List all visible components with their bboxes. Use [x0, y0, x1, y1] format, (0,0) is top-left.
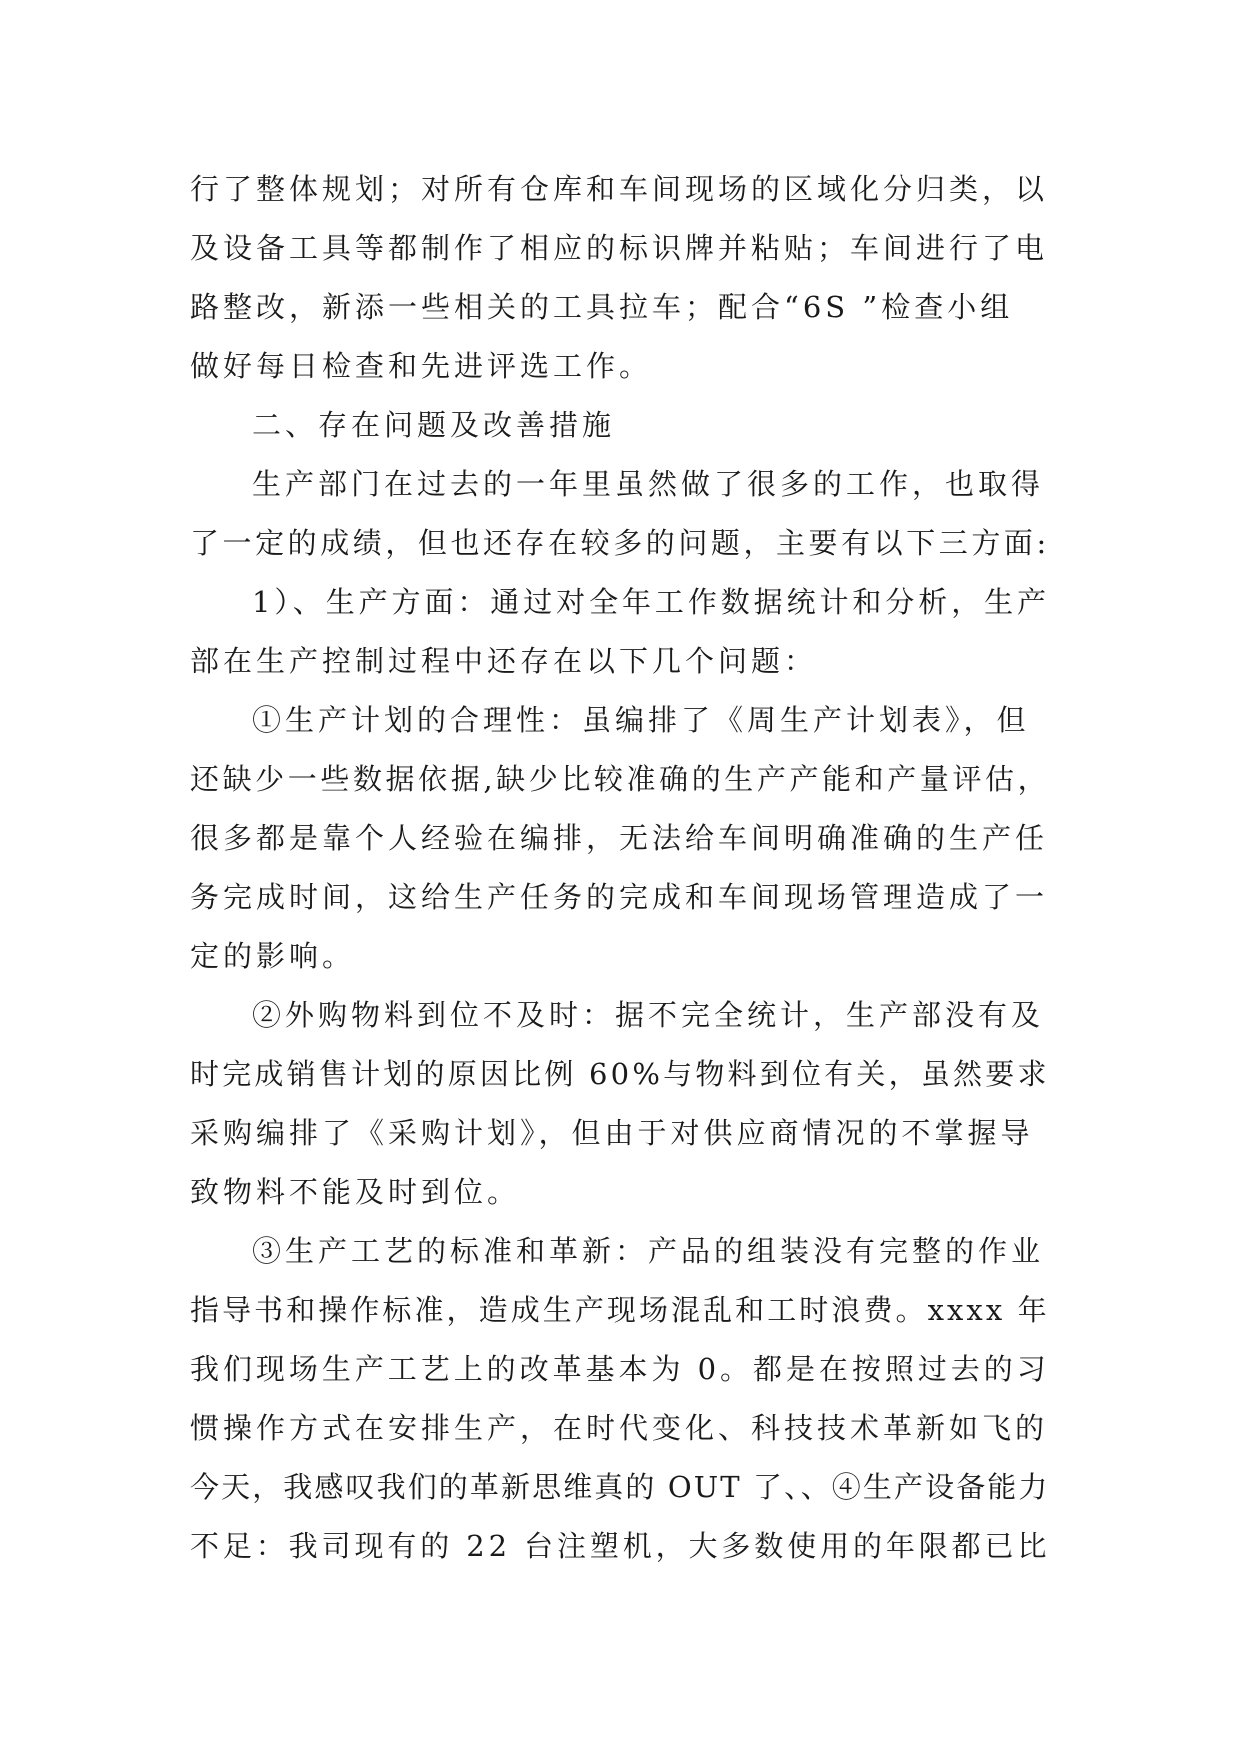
text-line: 采购编排了《采购计划》，但由于对供应商情况的不掌握导: [190, 1116, 1034, 1150]
paragraph-start: ①生产计划的合理性：虽编排了《周生产计划表》，但: [252, 703, 1030, 737]
text-line: 部在生产控制过程中还存在以下几个问题：: [190, 644, 818, 678]
section-heading: 二、存在问题及改善措施: [252, 408, 616, 442]
text-line: 路整改，新添一些相关的工具拉车；配合“6S ”检查小组: [190, 290, 1014, 324]
text-line: 行了整体规划；对所有仓库和车间现场的区域化分归类，以: [190, 172, 1049, 206]
text-line: 今天，我感叹我们的革新思维真的 OUT 了、、④生产设备能力: [190, 1470, 1050, 1504]
text-line: 惯操作方式在安排生产，在时代变化、科技技术革新如飞的: [190, 1411, 1049, 1445]
paragraph-start: ③生产工艺的标准和革新：产品的组装没有完整的作业: [252, 1234, 1045, 1268]
text-line: 时完成销售计划的原因比例 60%与物料到位有关，虽然要求: [190, 1057, 1050, 1091]
text-line: 我们现场生产工艺上的改革基本为 0。都是在按照过去的习: [190, 1352, 1050, 1386]
text-line: 致物料不能及时到位。: [190, 1175, 521, 1209]
text-line: 做好每日检查和先进评选工作。: [190, 349, 653, 383]
text-line: 及设备工具等都制作了相应的标识牌并粘贴；车间进行了电: [190, 231, 1049, 265]
paragraph-start: 1）、生产方面：通过对全年工作数据统计和分析，生产: [252, 585, 1050, 619]
text-line: 定的影响。: [190, 939, 356, 973]
text-line: 指导书和操作标准，造成生产现场混乱和工时浪费。xxxx 年: [190, 1293, 1050, 1327]
text-line: 不足：我司现有的 22 台注塑机，大多数使用的年限都已比: [190, 1529, 1051, 1563]
paragraph-start: 生产部门在过去的一年里虽然做了很多的工作，也取得: [252, 467, 1045, 501]
text-line: 务完成时间，这给生产任务的完成和车间现场管理造成了一: [190, 880, 1049, 914]
text-line: 了一定的成绩，但也还存在较多的问题，主要有以下三方面:: [190, 526, 1050, 560]
text-line: 还缺少一些数据依据,缺少比较准确的生产产能和产量评估，: [190, 762, 1051, 796]
paragraph-start: ②外购物料到位不及时：据不完全统计，生产部没有及: [252, 998, 1045, 1032]
text-line: 很多都是靠个人经验在编排，无法给车间明确准确的生产任: [190, 821, 1049, 855]
